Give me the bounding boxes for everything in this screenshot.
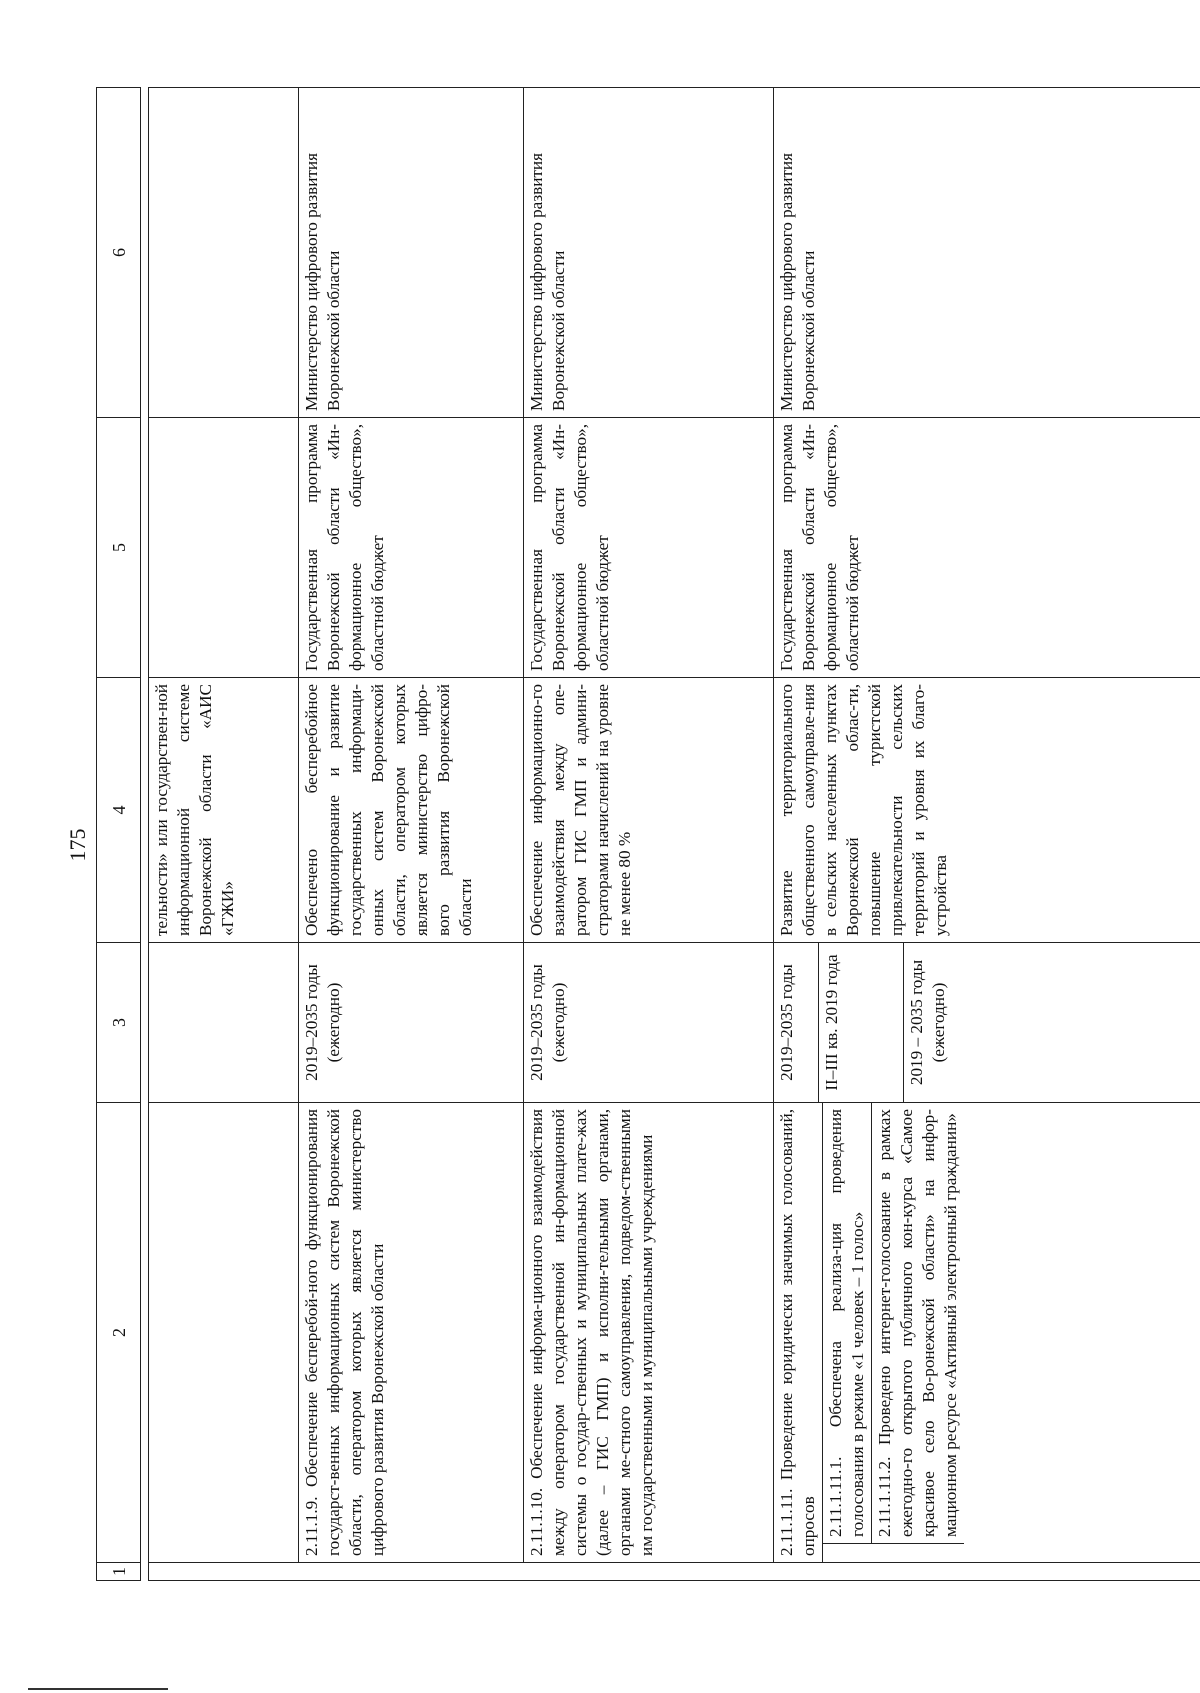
row-0-col6 (149, 88, 299, 418)
table-row (774, 88, 1200, 1581)
row-3-col5: Государственная программа Воронежской области «Ин-формационное общество», областной бюджет (774, 418, 1200, 678)
row-2-col4: Обеспечение информационно-го взаимодействия между опе-ратором ГИС ГМП и админи-страторами начислений на уровне не менее 80 % (524, 678, 774, 943)
row-number-cell (149, 1563, 1200, 1581)
row-3-col3 (774, 943, 1200, 1103)
footer-line (28, 1688, 168, 1690)
row-3-sub2-text: 2.11.1.11.2. Проведено интернет-голосование в рамках ежегодно-го открытого публичного кон-курса «Самое красивое село Во-ронежской области» на инфор-мационном ресурсе «Активный электронный гражданин» (875, 1109, 960, 1537)
table-row (524, 88, 774, 1581)
row-2-col6: Министерство цифрового развития Воронежской области (524, 88, 774, 418)
row-1-col6: Министерство цифрового развития Воронежской области (299, 88, 524, 418)
row-0-col4: тельности» или государствен-ной информационной системе Воронежской области «АИС «ГЖИ» (149, 678, 299, 943)
page-number: 175 (65, 828, 90, 862)
row-1-col3: 2019–2035 годы (ежегодно) (299, 943, 524, 1103)
header-col-4: 4 (97, 678, 141, 943)
header-col-1: 1 (97, 1563, 141, 1581)
row-2-col5: Государственная программа Воронежской области «Ин-формационное общество», областной бюджет (524, 418, 774, 678)
table-row (299, 88, 524, 1581)
header-col-3: 3 (97, 943, 141, 1103)
row-2-col3: 2019–2035 годы (ежегодно) (524, 943, 774, 1103)
table-row (149, 88, 299, 1581)
row-3-col6: Министерство цифрового развития Воронежской области (774, 88, 1200, 418)
rotated-table-sheet (96, 88, 1200, 1581)
row-3-period: 2019–2035 годы (774, 943, 819, 1102)
row-3-col4: Развитие территориального общественного самоуправле-ния в сельских населенных пунктах Воронежской облас-ти, повышение туристской привлекательности сельских территорий и уровня их благо-устройства (774, 678, 1200, 943)
row-1-col4: Обеспечено бесперебойное функционирование и развитие государственных информаци-онных систем Воронежской области, оператором которых является министерство цифро-вого развития Воронежской области (299, 678, 524, 943)
row-1-col2: 2.11.1.9. Обеспечение бесперебой-ного функционирования государст-венных информационных систем Воронежской области, оператором которых является министерство цифрового развития Воронежской области (299, 1103, 524, 1563)
row-2-col2: 2.11.1.10. Обеспечение информа-ционного взаимодействия между оператором государственной ин-формационной системы о государ-ственных и муниципальных платe-жах (далее – ГИС ГМП) и исполни-тельными органами, органами ме-стного самоуправления, подведом-ственными им государственными и муниципальными учреждениями (524, 1103, 774, 1563)
header-row (97, 88, 141, 1581)
header-col-6: 6 (97, 88, 141, 418)
row-3-sub1-text: 2.11.1.11.1. Обеспечена реализа-ция проведения голосования в режиме «1 человек – 1 голос» (826, 1109, 867, 1537)
header-col-5: 5 (97, 418, 141, 678)
row-3-sub2-period: 2019 – 2035 годы (ежегодно) (907, 959, 948, 1086)
row-3-sub1-period: II–III кв. 2019 года (819, 943, 904, 1102)
row-0-col3 (149, 943, 299, 1103)
row-0-col5 (149, 418, 299, 678)
row-1-col5: Государственная программа Воронежской области «Ин-формационное общество», областной бюджет (299, 418, 524, 678)
row-0-col2 (149, 1103, 299, 1563)
row-3-title: 2.11.1.11. Проведение юридически значимых голосований, опросов (774, 1103, 823, 1562)
row-3-col2 (774, 1103, 1200, 1563)
plan-table (96, 87, 1200, 1581)
header-col-2: 2 (97, 1103, 141, 1563)
